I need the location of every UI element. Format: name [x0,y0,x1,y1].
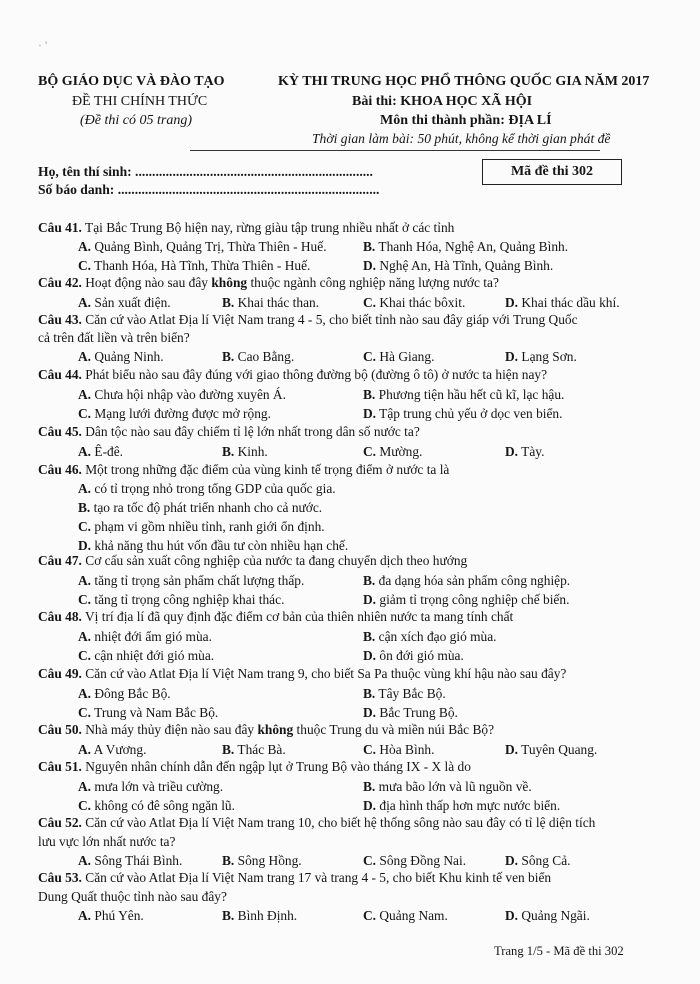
scan-mark: · ' [38,38,48,52]
answer-option[interactable] [505,907,590,925]
option-text: Phú Yên. [94,908,144,923]
option-letter: A. [78,779,92,794]
question-text: Nguyên nhân chính dẫn đến ngập lụt ở Trung Bộ vào tháng IX - X là do [85,759,471,774]
option-letter: C. [78,406,92,421]
question-emphasis: không [257,722,294,737]
option-letter: D. [505,349,519,364]
answer-option[interactable] [222,852,302,870]
option-letter: C. [78,519,92,534]
option-text: Tuyên Quang. [521,742,598,757]
option-text: Mường. [379,444,423,459]
answer-option[interactable] [222,294,319,312]
option-text: Mạng lưới đường được mở rộng. [94,406,271,421]
option-text: Hòa Bình. [379,742,435,757]
question-number: Câu 52. [38,815,82,830]
option-text: Sản xuất điện. [94,295,171,310]
option-text: Quảng Ngãi. [521,908,590,923]
duration: Thời gian làm bài: 50 phút, không kể thời gian phát đề [312,131,611,146]
option-text: Sông Thái Bình. [94,853,183,868]
answer-option[interactable] [78,518,325,536]
option-text: Sông Đồng Nai. [379,853,467,868]
exam-title: KỲ THI TRUNG HỌC PHỔ THÔNG QUỐC GIA NĂM 2017 [278,74,650,89]
answer-option[interactable] [78,499,322,517]
answer-option[interactable] [363,685,446,703]
answer-option[interactable] [363,591,569,609]
option-letter: A. [78,853,92,868]
candidate-name-field: Họ, tên thí sinh: ...................................................................... [38,164,373,179]
answer-option[interactable] [78,778,223,796]
answer-option[interactable] [78,257,310,275]
option-text: cận xích đạo gió mùa. [378,629,497,644]
answer-option[interactable] [363,238,568,256]
question-number: Câu 43. [38,312,82,327]
question-text-continued: lưu vực lớn nhất nước ta? [38,834,176,849]
option-letter: B. [78,500,91,515]
question-text: Căn cứ vào Atlat Địa lí Việt Nam trang 10, cho biết hệ thống sông nào sau đây có tỉ lệ diện tích [85,815,596,830]
question-stem [38,311,578,329]
option-text: Thanh Hóa, Hà Tĩnh, Thừa Thiên - Huế. [94,258,311,273]
option-letter: D. [363,648,377,663]
question-text: Tại Bắc Trung Bộ hiện nay, rừng giàu tập trung nhiều nhất ở các tỉnh [85,220,455,235]
option-text: Thanh Hóa, Nghệ An, Quảng Bình. [378,239,569,254]
option-letter: A. [78,349,92,364]
option-letter: D. [505,908,519,923]
question-stem [38,423,420,441]
option-text: Đông Bắc Bộ. [94,686,171,701]
option-letter: C. [78,592,92,607]
option-text: Khai thác than. [237,295,320,310]
answer-option[interactable] [363,405,562,423]
option-letter: B. [363,629,376,644]
option-text: tăng tỉ trọng công nghiệp khai thác. [94,592,285,607]
option-letter: C. [78,648,92,663]
question-text: Căn cứ vào Atlat Địa lí Việt Nam trang 4 - 5, cho biết tỉnh nào sau đây giáp với Trung Quốc [85,312,578,327]
question-stem [38,552,467,570]
option-text: Khai thác dầu khí. [521,295,620,310]
answer-option[interactable] [363,852,466,870]
answer-option[interactable] [78,572,304,590]
option-text: Phương tiện hầu hết cũ kĩ, lạc hậu. [378,387,565,402]
answer-option[interactable] [78,348,164,366]
option-letter: D. [78,538,92,553]
candidate-number-field: Số báo danh: ............................................................................. [38,182,380,197]
option-letter: D. [363,258,377,273]
question-text-continued: cả trên đất liền và trên biển? [38,330,190,345]
option-letter: B. [363,573,376,588]
option-text: Lạng Sơn. [521,349,577,364]
option-text: Tây Bắc Bộ. [378,686,446,701]
option-letter: A. [78,295,92,310]
question-stem [38,274,499,292]
question-stem [38,758,471,776]
option-text: Nghệ An, Hà Tĩnh, Quảng Bình. [379,258,554,273]
answer-option[interactable] [78,704,218,722]
answer-option[interactable] [78,443,123,461]
question-stem [38,219,454,237]
option-letter: A. [78,573,92,588]
option-letter: D. [505,295,519,310]
option-letter: A. [78,481,92,496]
option-text: tăng tỉ trọng sản phẩm chất lượng thấp. [94,573,305,588]
option-letter: C. [78,705,92,720]
question-emphasis: không [211,275,248,290]
question-number: Câu 45. [38,424,82,439]
question-stem [38,461,449,479]
answer-option[interactable] [78,628,212,646]
answer-option[interactable] [222,907,297,925]
option-text: tạo ra tốc độ phát triển nhanh cho cả nước. [93,500,323,515]
question-text: thuộc Trung du và miền núi Bắc Bộ? [296,722,495,737]
option-text: Tập trung chủ yếu ở dọc ven biển. [379,406,563,421]
answer-option[interactable] [222,348,294,366]
option-text: nhiệt đới ẩm gió mùa. [94,629,212,644]
option-letter: C. [363,908,377,923]
option-letter: C. [363,444,377,459]
question-stem [38,721,494,739]
option-letter: B. [222,444,235,459]
answer-option[interactable] [363,704,458,722]
answer-option[interactable] [78,480,336,498]
option-letter: C. [363,853,377,868]
answer-option[interactable] [505,741,597,759]
question-number: Câu 51. [38,759,82,774]
option-letter: A. [78,239,92,254]
question-number: Câu 50. [38,722,82,737]
question-number: Câu 53. [38,870,82,885]
answer-option[interactable] [363,572,570,590]
answer-option[interactable] [78,591,284,609]
option-letter: A. [78,444,92,459]
option-letter: D. [363,592,377,607]
question-text: Vị trí địa lí đã quy định đặc điểm cơ bản của thiên nhiên nước ta mang tính chất [85,609,514,624]
option-letter: D. [363,798,377,813]
option-text: Sông Hồng. [237,853,302,868]
answer-option[interactable] [505,852,571,870]
option-text: Khai thác bôxit. [379,295,466,310]
question-number: Câu 41. [38,220,82,235]
option-text: phạm vi gồm nhiều tỉnh, ranh giới ổn định. [94,519,325,534]
option-letter: B. [363,239,376,254]
exam-code-box: Mã đề thi 302 [482,159,622,185]
option-letter: D. [505,742,519,757]
option-text: địa hình thấp hơn mực nước biển. [379,798,561,813]
option-letter: B. [363,779,376,794]
official-label: ĐỀ THI CHÍNH THỨC [72,94,208,109]
option-letter: A. [78,908,92,923]
answer-option[interactable] [363,348,434,366]
option-text: Bắc Trung Bộ. [379,705,458,720]
question-text: Phát biểu nào sau đây đúng với giao thông đường bộ (đường ô tô) ở nước ta hiện nay? [85,367,548,382]
answer-option[interactable] [78,294,171,312]
option-text: Chưa hội nhập vào đường xuyên Á. [94,387,286,402]
option-letter: D. [363,705,377,720]
option-letter: D. [363,406,377,421]
exam-paper: Bài thi: KHOA HỌC XÃ HỘI [352,94,533,109]
answer-option[interactable] [363,386,564,404]
question-stem [38,608,513,626]
answer-option[interactable] [78,238,327,256]
option-letter: C. [78,798,92,813]
option-text: Sông Cả. [521,853,571,868]
page-footer: Trang 1/5 - Mã đề thi 302 [494,944,624,958]
answer-option[interactable] [78,907,144,925]
pages-note: (Đề thi có 05 trang) [80,113,192,128]
option-letter: C. [363,295,377,310]
question-text: Cơ cấu sản xuất công nghiệp của nước ta đang chuyển dịch theo hướng [85,553,468,568]
ministry-name: BỘ GIÁO DỤC VÀ ĐÀO TẠO [38,74,225,89]
question-text: Nhà máy thủy điện nào sau đây [85,722,255,737]
answer-option[interactable] [78,405,271,423]
option-text: đa dạng hóa sản phẩm công nghiệp. [378,573,571,588]
answer-option[interactable] [363,628,497,646]
question-text: Căn cứ vào Atlat Địa lí Việt Nam trang 17 và trang 4 - 5, cho biết Khu kinh tế ven biển [85,870,552,885]
option-letter: D. [505,853,519,868]
question-number: Câu 47. [38,553,82,568]
option-text: Thác Bà. [237,742,286,757]
option-text: Tày. [521,444,545,459]
answer-option[interactable] [505,443,544,461]
question-stem [38,665,566,683]
question-text: Một trong những đặc điểm của vùng kinh tế trọng điểm ở nước ta là [85,462,450,477]
option-text: Quảng Nam. [379,908,448,923]
answer-option[interactable] [222,741,286,759]
option-text: cận nhiệt đới gió mùa. [94,648,215,663]
answer-option[interactable] [78,797,235,815]
option-letter: B. [363,387,376,402]
option-text: khả năng thu hút vốn đầu tư còn nhiều hạn chế. [94,538,349,553]
option-text: Ê-đê. [94,444,124,459]
answer-option[interactable] [363,647,464,665]
subject: Môn thi thành phần: ĐỊA LÍ [380,113,552,128]
option-letter: C. [363,349,377,364]
option-letter: B. [222,908,235,923]
option-letter: B. [222,349,235,364]
answer-option[interactable] [78,386,286,404]
option-letter: B. [222,853,235,868]
option-letter: A. [78,742,92,757]
question-text: Hoạt động nào sau đây [85,275,208,290]
answer-option[interactable] [78,741,146,759]
option-letter: A. [78,686,92,701]
answer-option[interactable] [363,257,553,275]
option-letter: B. [363,686,376,701]
header-divider [190,150,600,151]
option-text: mưa lớn và triều cường. [94,779,224,794]
answer-option[interactable] [78,647,214,665]
question-text-continued: Dung Quất thuộc tỉnh nào sau đây? [38,889,227,904]
answer-option[interactable] [78,852,182,870]
option-text: Trung và Nam Bắc Bộ. [94,705,219,720]
option-text: Kinh. [237,444,268,459]
question-stem [38,814,595,832]
question-text: Căn cứ vào Atlat Địa lí Việt Nam trang 9, cho biết Sa Pa thuộc vùng khí hậu nào sau đây? [85,666,567,681]
option-text: Quảng Ninh. [94,349,164,364]
answer-option[interactable] [363,294,465,312]
question-text: Dân tộc nào sau đây chiếm tỉ lệ lớn nhất trong dân số nước ta? [85,424,420,439]
question-number: Câu 48. [38,609,82,624]
option-text: không có đê sông ngăn lũ. [94,798,235,813]
answer-option[interactable] [363,443,422,461]
answer-option[interactable] [363,797,560,815]
option-letter: B. [222,295,235,310]
answer-option[interactable] [363,778,532,796]
option-text: Hà Giang. [379,349,435,364]
question-number: Câu 42. [38,275,82,290]
option-letter: C. [363,742,377,757]
option-letter: A. [78,387,92,402]
question-stem [38,366,547,384]
option-text: Bình Định. [237,908,298,923]
question-number: Câu 49. [38,666,82,681]
question-stem [38,869,551,887]
option-text: A Vương. [93,742,147,757]
answer-option[interactable] [363,741,434,759]
question-number: Câu 44. [38,367,82,382]
option-text: mưa bão lớn và lũ nguồn về. [378,779,532,794]
option-text: Quảng Bình, Quảng Trị, Thừa Thiên - Huế. [94,239,327,254]
answer-option[interactable] [363,907,448,925]
answer-option[interactable] [505,348,577,366]
option-letter: C. [78,258,92,273]
option-text: giảm tỉ trọng công nghiệp chế biến. [379,592,570,607]
question-text: thuộc ngành công nghiệp năng lượng nước ta? [250,275,499,290]
answer-option[interactable] [222,443,268,461]
option-letter: D. [505,444,519,459]
option-text: ôn đới gió mùa. [379,648,464,663]
question-number: Câu 46. [38,462,82,477]
option-letter: B. [222,742,235,757]
answer-option[interactable] [505,294,620,312]
option-text: Cao Bằng. [237,349,295,364]
option-letter: A. [78,629,92,644]
option-text: có tỉ trọng nhỏ trong tổng GDP của quốc gia. [94,481,336,496]
answer-option[interactable] [78,685,171,703]
